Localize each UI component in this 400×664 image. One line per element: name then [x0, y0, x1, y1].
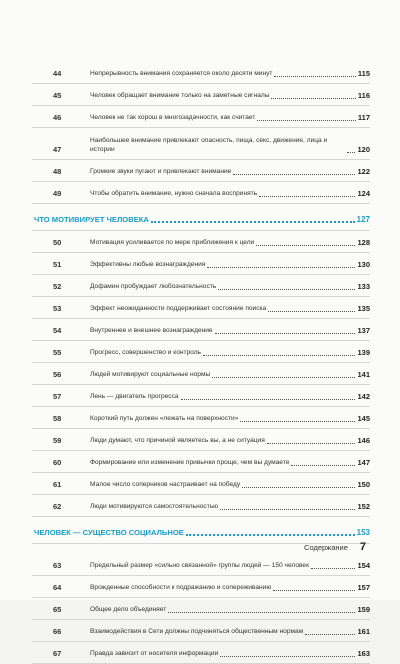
entry-title: Правда зависит от носителя информации: [90, 650, 219, 657]
entry-page: 116: [357, 91, 370, 100]
entry-page: 154: [357, 561, 370, 570]
dot-leader: [151, 221, 355, 223]
entry-page: 122: [357, 167, 370, 176]
entry-title: Внутреннее и внешнее вознаграждение: [90, 327, 213, 334]
entry-number: 60: [53, 458, 62, 467]
section-page: 127: [356, 215, 370, 224]
page-footer: [304, 541, 366, 553]
dot-leader: [212, 377, 355, 378]
entry-page: 137: [357, 326, 370, 335]
entry-line: [90, 436, 370, 445]
dot-leader: [220, 509, 355, 510]
entry-number: 56: [53, 370, 62, 379]
entry-page: 142: [357, 392, 370, 401]
entry-line: [90, 605, 370, 614]
toc-entry[interactable]: [32, 385, 370, 407]
entry-line: [90, 370, 370, 379]
toc-entry[interactable]: [32, 106, 370, 128]
entry-title: Взаимодействия в Сети должны подчиняться общественным нормам: [90, 628, 304, 635]
entry-number: 54: [53, 326, 62, 335]
dot-leader: [186, 534, 355, 536]
entry-page: 163: [357, 649, 370, 658]
entry-line: [90, 627, 370, 636]
entry-number: 46: [53, 113, 62, 122]
dot-leader: [220, 656, 355, 657]
footer-page-number: 7: [359, 541, 366, 553]
entry-page: 150: [357, 480, 370, 489]
entry-title: Короткий путь должен «лежать на поверхности»: [90, 415, 239, 422]
entry-line: [90, 189, 370, 198]
entry-title: Мотивация усиливается по мере приближения к цели: [90, 239, 255, 246]
toc-entry[interactable]: [32, 128, 370, 160]
entry-title: Предельный размер «сильно связанной» группы людей — 150 человек: [90, 562, 309, 569]
entry-title: Прогресс, совершенство и контроль: [90, 349, 201, 356]
entry-page: 139: [357, 348, 370, 357]
dot-leader: [242, 487, 355, 488]
toc-entry[interactable]: [32, 620, 370, 642]
dot-leader: [311, 568, 356, 569]
toc-entry[interactable]: [32, 363, 370, 385]
dot-leader: [268, 311, 355, 312]
entry-line: [90, 304, 370, 313]
entry-line: [90, 458, 370, 467]
entry-number: 53: [53, 304, 62, 313]
dot-leader: [215, 333, 356, 334]
dot-leader: [257, 120, 355, 121]
entry-title: Общее дело объединяет: [90, 606, 167, 613]
dot-leader: [259, 196, 355, 197]
entry-number: 67: [53, 649, 62, 658]
toc-entry[interactable]: [32, 297, 370, 319]
entry-number: 59: [53, 436, 62, 445]
dot-leader: [271, 98, 355, 99]
entry-title: Малое число соперников настраивает на победу: [90, 481, 241, 488]
toc-entry[interactable]: [32, 62, 370, 84]
entry-title: Чтобы обратить внимание, нужно сначала воспринять: [90, 190, 258, 197]
entry-page: 146: [357, 436, 370, 445]
section-line: [34, 528, 370, 537]
toc-entry[interactable]: [32, 407, 370, 429]
toc-section-heading[interactable]: [32, 517, 370, 544]
dot-leader: [274, 76, 355, 77]
section-title: ЧЕЛОВЕК — СУЩЕСТВО СОЦИАЛЬНОЕ: [34, 528, 184, 537]
dot-leader: [218, 289, 355, 290]
section-page: 153: [356, 528, 370, 537]
toc-entry[interactable]: [32, 429, 370, 451]
entry-line: [90, 502, 370, 511]
section-line: [34, 215, 370, 224]
entry-line: [90, 167, 370, 176]
entry-title: Эффективны любые вознаграждения: [90, 261, 206, 268]
entry-title: Человек обращает внимание только на заметные сигналы: [90, 92, 270, 99]
entry-page: 161: [357, 627, 370, 636]
entry-page: 152: [357, 502, 370, 511]
entry-line: [90, 238, 370, 247]
toc-entry[interactable]: [32, 84, 370, 106]
toc-entry[interactable]: [32, 160, 370, 182]
entry-title: Врожденные способности к подражанию и сопереживанию: [90, 584, 272, 591]
entry-number: 55: [53, 348, 62, 357]
entry-line: [90, 326, 370, 335]
entry-number: 49: [53, 189, 62, 198]
entry-title: Формирование или изменение привычки проще, чем вы думаете: [90, 459, 290, 466]
toc-entry[interactable]: [32, 182, 370, 204]
entry-number: 65: [53, 605, 62, 614]
entry-number: 48: [53, 167, 62, 176]
entry-line: [90, 414, 370, 423]
entry-line: [90, 561, 370, 570]
entry-number: 61: [53, 480, 62, 489]
entry-title: Лень — двигатель прогресса: [90, 393, 179, 400]
toc-entry[interactable]: [32, 598, 370, 620]
entry-page: 115: [357, 69, 370, 78]
dot-leader: [291, 465, 355, 466]
dot-leader: [181, 399, 356, 400]
entry-page: 159: [357, 605, 370, 614]
toc-entry[interactable]: [32, 576, 370, 598]
entry-page: 147: [357, 458, 370, 467]
toc-entry[interactable]: [32, 495, 370, 517]
entry-page: 145: [357, 414, 370, 423]
section-title: ЧТО МОТИВИРУЕТ ЧЕЛОВЕКА: [34, 215, 149, 224]
entry-number: 51: [53, 260, 62, 269]
entry-number: 63: [53, 561, 62, 570]
entry-number: 47: [53, 145, 62, 154]
dot-leader: [203, 355, 355, 356]
entry-number: 57: [53, 392, 62, 401]
toc-entry[interactable]: [32, 231, 370, 253]
entry-page: 120: [357, 145, 370, 154]
entry-line: [90, 113, 370, 122]
entry-title: Человек не так хорош в многозадачности, как считает: [90, 114, 256, 121]
entry-page: 117: [357, 113, 370, 122]
entry-line: [90, 480, 370, 489]
entry-number: 52: [53, 282, 62, 291]
toc-entry[interactable]: [32, 473, 370, 495]
entry-title: Громкие звуки пугают и привлекают внимание: [90, 168, 232, 175]
entry-number: 50: [53, 238, 62, 247]
entry-page: 135: [357, 304, 370, 313]
entry-page: 157: [357, 583, 370, 592]
entry-line: [90, 69, 370, 78]
toc-entry[interactable]: [32, 275, 370, 297]
entry-page: 124: [357, 189, 370, 198]
entry-number: 45: [53, 91, 62, 100]
entry-page: 128: [357, 238, 370, 247]
entry-page: 130: [357, 260, 370, 269]
entry-title: Дофамин пробуждает любознательность: [90, 283, 217, 290]
dot-leader: [273, 590, 355, 591]
entry-number: 44: [53, 69, 62, 78]
dot-leader: [256, 245, 355, 246]
dot-leader: [233, 174, 355, 175]
entry-line: [90, 282, 370, 291]
entry-line: [90, 260, 370, 269]
footer-label: Содержание: [304, 543, 348, 552]
entry-line: [90, 583, 370, 592]
dot-leader: [240, 421, 355, 422]
entry-title: Люди думают, что причиной являетесь вы, а не ситуация: [90, 437, 265, 444]
dot-leader: [347, 152, 355, 153]
entry-line: [90, 348, 370, 357]
dot-leader: [267, 443, 356, 444]
toc-entry[interactable]: [32, 451, 370, 473]
dot-leader: [168, 612, 355, 613]
dot-leader: [305, 634, 355, 635]
toc-entry[interactable]: [32, 319, 370, 341]
entry-title: Людей мотивируют социальные нормы: [90, 371, 211, 378]
entry-line: [90, 392, 370, 401]
entry-title: Люди мотивируются самостоятельностью: [90, 503, 219, 510]
toc-entry[interactable]: [32, 253, 370, 275]
entry-title: Наибольшее внимание привлекают опасность, пища, секс, движение, лица и истории: [90, 137, 328, 153]
entry-number: 58: [53, 414, 62, 423]
dot-leader: [207, 267, 355, 268]
entry-title: Непрерывность внимания сохраняется около десяти минут: [90, 70, 273, 77]
entry-line: [90, 136, 370, 154]
toc-section-heading[interactable]: [32, 204, 370, 231]
toc-entry[interactable]: [32, 341, 370, 363]
entry-number: 66: [53, 627, 62, 636]
entry-line: [90, 91, 370, 100]
entry-number: 62: [53, 502, 62, 511]
entry-line: [90, 649, 370, 658]
table-of-contents: [32, 62, 370, 664]
entry-number: 64: [53, 583, 62, 592]
entry-title: Эффект неожиданности поддерживает состояние поиска: [90, 305, 267, 312]
entry-page: 141: [357, 370, 370, 379]
toc-entry[interactable]: [32, 642, 370, 664]
entry-page: 133: [357, 282, 370, 291]
